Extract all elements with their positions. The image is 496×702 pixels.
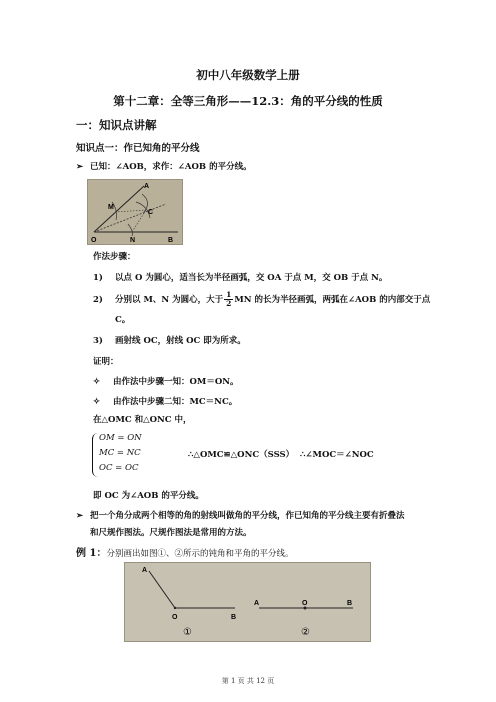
system-eq-3: OC = OC (99, 463, 139, 473)
step-2-text-before: 分别以 M、N 为圆心，大于 (115, 295, 224, 305)
fig1-label-c: C (148, 209, 154, 216)
chapter-title: 第十二章：全等三角形——12.3：角的平分线的性质 (113, 94, 383, 108)
proof-item-1 (93, 375, 239, 387)
note-line-2: 和尺规作图法。尺规作图法是常用的方法。 (90, 528, 252, 538)
in-triangles-line: 在△OMC 和△ONC 中， (93, 415, 192, 425)
arrow-bullet-icon: ➢ (76, 511, 84, 521)
example-label: 例 1： (76, 548, 107, 559)
given-line (76, 160, 252, 172)
example-text: 分别画出如图①、②所示的钝角和平角的平分线。 (106, 549, 294, 559)
fig1-label-a: A (144, 183, 150, 190)
fig2-circled-one: ① (183, 627, 192, 638)
step-3-text: 画射线 OC，射线 OC 即为所求。 (115, 336, 246, 346)
fig2-circled-two: ② (301, 627, 310, 638)
fig2-label-b1: B (231, 614, 237, 621)
arrow-bullet-icon: ➢ (76, 162, 84, 172)
fig2-label-b2: B (347, 600, 353, 607)
step-2-number: 2) (93, 295, 103, 305)
fig1-label-n: N (130, 237, 136, 244)
page-footer: 第 1 页 共 12 页 (221, 677, 275, 685)
knowledge-point-heading: 知识点一：作已知角的平分线 (76, 143, 200, 154)
steps-heading: 作法步骤： (93, 252, 136, 262)
proof-item-1-text: 由作法中步骤一知：OM＝ON。 (113, 377, 239, 387)
step-1-number: 1) (93, 273, 103, 283)
conclusion: 即 OC 为∠AOB 的平分线。 (93, 491, 204, 501)
note-line-1 (76, 509, 405, 521)
step-2-continuation: C。 (115, 315, 131, 325)
step-3-number: 3) (93, 336, 103, 346)
step-1-text: 以点 O 为圆心，适当长为半径画弧，交 OA 于点 M，交 OB 于点 N。 (115, 273, 388, 283)
diamond-bullet-icon: ✧ (93, 397, 101, 407)
fig1-label-b: B (168, 237, 174, 244)
fig2-label-a1: A (142, 567, 148, 574)
given-text: 已知：∠AOB，求作：∠AOB 的平分线。 (90, 162, 252, 172)
figure1-drawing (88, 180, 182, 244)
system-eq-1: OM = ON (99, 433, 142, 443)
fraction-one-half (224, 291, 233, 308)
figure2-drawing (125, 563, 370, 641)
diamond-bullet-icon: ✧ (93, 377, 101, 387)
step-3 (93, 334, 246, 346)
fig2-label-o1: O (172, 614, 178, 621)
proof-heading: 证明： (93, 357, 119, 367)
figure-angle-bisector-photo (87, 179, 183, 245)
left-brace (92, 433, 99, 477)
step-2-text-after: MN 的长为半径画弧，两弧在∠AOB 的内部交于点 (234, 295, 431, 305)
note-line-1-text: 把一个角分成两个相等的角的射线叫做角的平分线，作已知角的平分线主要有折叠法 (90, 511, 405, 521)
section-heading: 一：知识点讲解 (76, 118, 157, 132)
congruence-statement: ∴△OMC≌△ONC（SSS） (188, 450, 295, 460)
fig1-label-m: M (108, 204, 114, 211)
step-2 (93, 291, 430, 308)
proof-item-2 (93, 395, 237, 407)
figure-example-photo (124, 562, 371, 642)
fraction-numerator: 1 (226, 290, 232, 299)
system-eq-2: MC = NC (99, 448, 141, 458)
fig1-label-o: O (91, 237, 97, 244)
step-1 (93, 271, 387, 283)
angle-equality: ∴∠MOC＝∠NOC (300, 450, 374, 460)
fig2-label-a2: A (254, 600, 260, 607)
fig2-label-o2: O (302, 600, 308, 607)
fraction-denominator: 2 (226, 299, 232, 308)
proof-item-2-text: 由作法中步骤二知：MC＝NC。 (113, 397, 238, 407)
example-1 (76, 544, 293, 559)
doc-title: 初中八年级数学上册 (196, 68, 300, 82)
